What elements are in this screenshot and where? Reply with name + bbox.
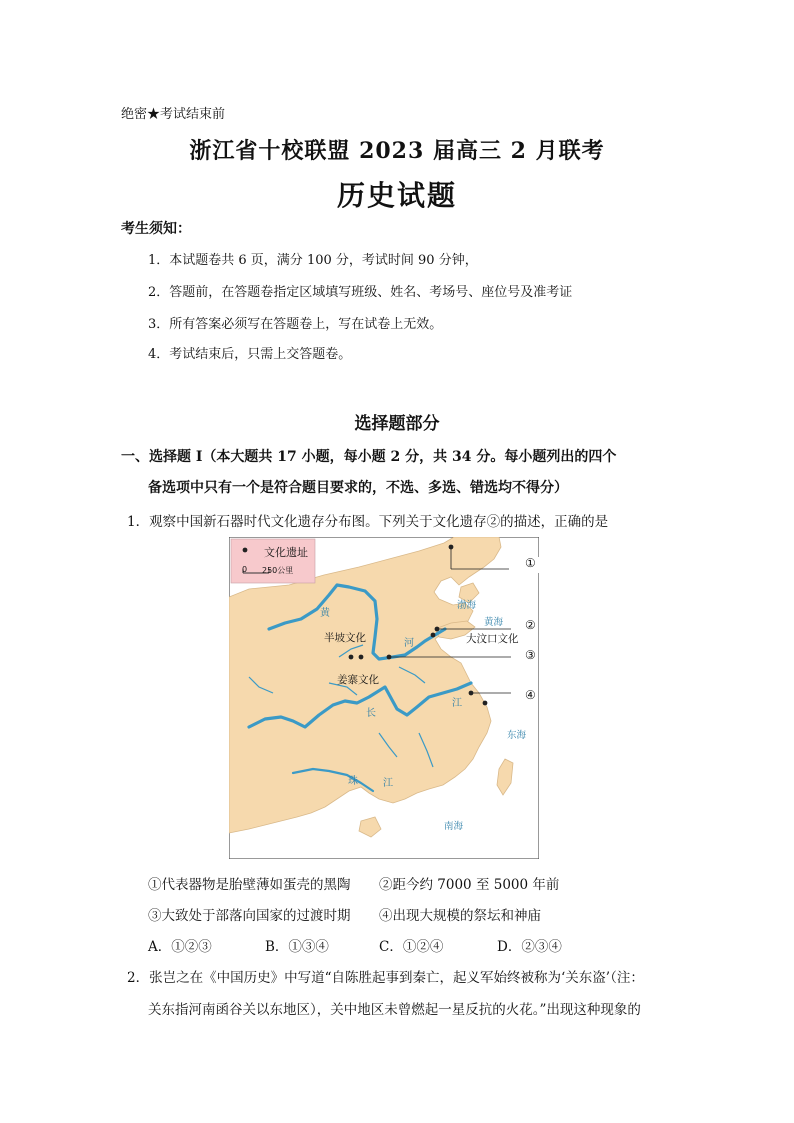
label-dawenkou: 大汶口文化 [466,633,519,645]
option-b[interactable]: B．①③④ [265,939,329,955]
marker-4: ④ [525,688,536,702]
notice-item: 2．答题前，在答题卷指定区域填写班级、姓名、考场号、座位号及准考证 [148,285,573,300]
legend-scale-label: 250公里 [262,566,294,575]
label-nanhai: 南海 [444,821,464,832]
notice-heading: 考生须知： [121,221,191,237]
label-river-he: 河 [404,638,414,649]
label-donghai: 东海 [507,730,527,741]
subject-title: 历史试题 [336,179,457,212]
part-instructions-cont: 备选项中只有一个是符合题目要求的，不选、多选、错选均不得分） [148,480,568,496]
label-huanghai: 黄海 [484,617,504,628]
legend-scale-zero: 0 [242,565,248,574]
confidential-notice: 绝密★考试结束前 [121,107,226,122]
statement-2: ②距今约 7000 至 5000 年前 [379,877,560,893]
part-instructions: 一、选择题 I（本大题共 17 小题，每小题 2 分，共 34 分。每小题列出的四个 [121,449,617,465]
neolithic-culture-map [229,537,539,859]
marker-2: ② [525,618,536,632]
statement-4: ④出现大规模的祭坛和神庙 [379,908,541,924]
question-2-line-2: 关东指河南函谷关以东地区），关中地区未曾燃起一星反抗的火花。”出现这种现象的 [148,1002,641,1018]
option-c[interactable]: C．①②④ [379,939,444,955]
notice-item: 1．本试题卷共 6 页，满分 100 分，考试时间 90 分钟， [148,253,478,268]
statement-3: ③大致处于部落向国家的过渡时期 [148,908,351,924]
legend-title: 文化遗址 [264,546,308,559]
label-river-huang: 黄 [320,608,330,619]
site-dot-banpo [349,655,354,660]
site-dot-dawenkou [431,633,436,638]
site-dot-jiangzhai [359,655,364,660]
question-2-line-1: 2．张岂之在《中国历史》中写道“自陈胜起事到秦亡，起义军始终被称为‘关东盗’（注： [127,970,644,986]
label-river-jiang2: 江 [383,778,393,789]
label-bohai: 渤海 [457,600,477,611]
marker-1: ① [525,556,536,570]
section-title: 选择题部分 [354,414,440,434]
notice-item: 3．所有答案必须写在答题卷上，写在试卷上无效。 [148,317,443,332]
label-river-zhu: 珠 [348,776,358,787]
label-river-jiang: 江 [452,698,462,709]
marker-3: ③ [525,648,536,662]
option-a[interactable]: A．①②③ [148,939,212,955]
label-banpo: 半坡文化 [324,632,366,644]
question-1-stem: 1．观察中国新石器时代文化遗存分布图。下列关于文化遗存②的描述，正确的是 [127,514,609,530]
legend-site-dot [243,548,248,553]
exam-title: 浙江省十校联盟 2023 届高三 2 月联考 [189,138,605,164]
label-jiangzhai: 姜寨文化 [337,674,379,686]
option-d[interactable]: D．②③④ [497,939,562,955]
label-river-chang: 长 [366,708,376,719]
site-dot-4b [483,701,488,706]
notice-item: 4．考试结束后，只需上交答题卷。 [148,347,352,362]
statement-1: ①代表器物是胎壁薄如蛋壳的黑陶 [148,877,351,893]
